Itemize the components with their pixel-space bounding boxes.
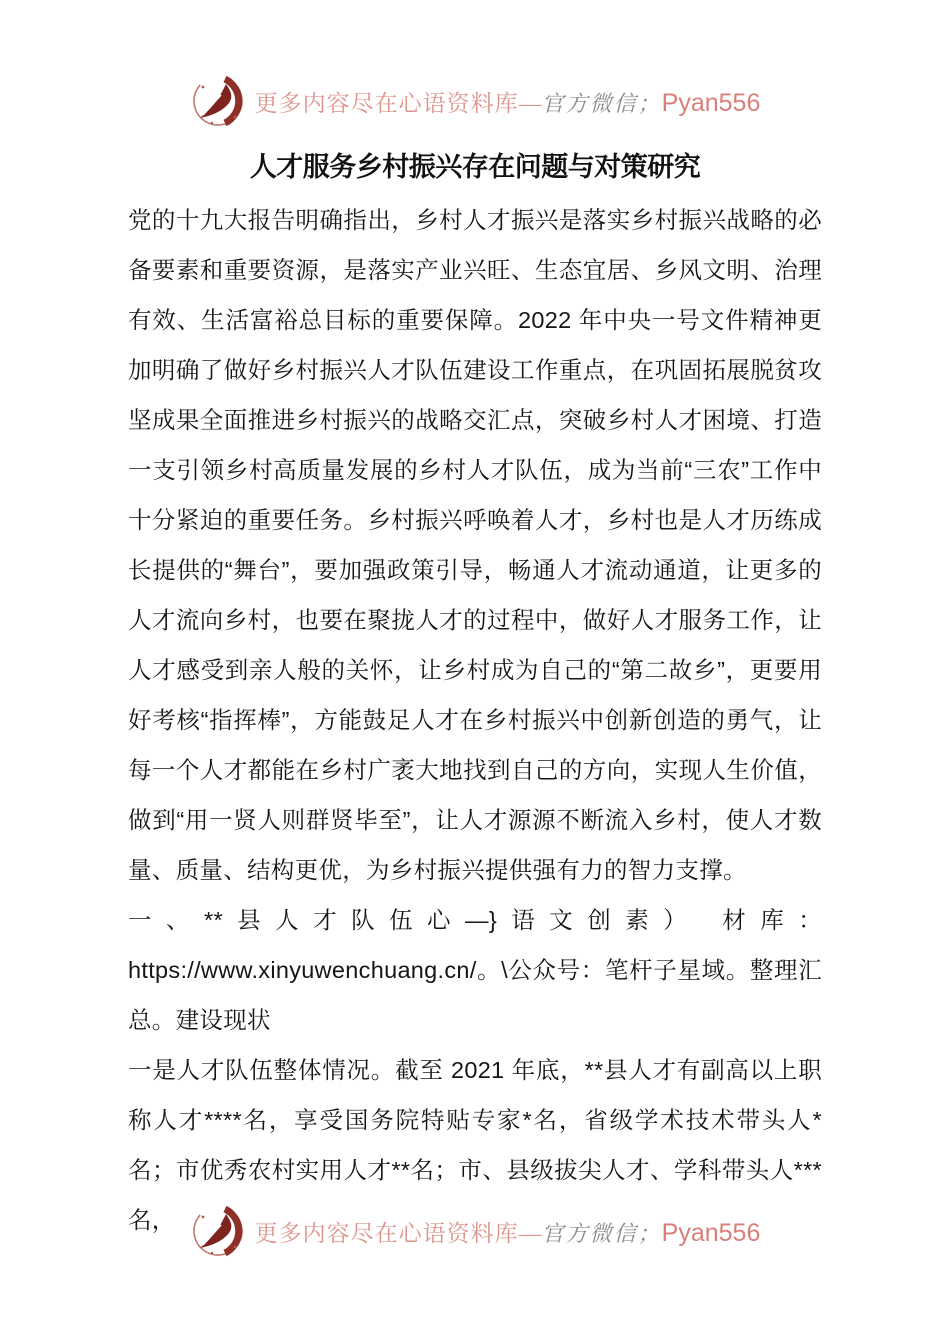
brand-text: 更多内容尽在心语资料库	[254, 90, 519, 116]
document-body	[128, 195, 822, 1245]
body-paragraph: 党的十九大报告明确指出，乡村人才振兴是落实乡村振兴战略的必备要素和重要资源，是落实产业兴旺、生态宜居、乡风文明、治理有效、生活富裕总目标的重要保障。2022 年中央一号文件精神更加明确了做好乡村振兴人才队伍建设工作重点，在巩固拓展脱贫攻坚成果全面推进乡村振兴的战略交汇点，突破乡村人才困境、打造一支引领乡村高质量发展的乡村人才队伍，成为当前“三农”工作中十分紧迫的重要任务。乡村振兴呼唤着人才，乡村也是人才历练成长提供的“舞台”，要加强政策引导，畅通人才流动通道，让更多的人才流向乡村，也要在聚拢人才的过程中，做好人才服务工作，让人才感受到亲人般的关怀，让乡村成为自己的“第二故乡”，更要用好考核“指挥棒”，方能鼓足人才在乡村振兴中创新创造的勇气，让每一个人才都能在乡村广袤大地找到自己的方向，实现人生价值，做到“用一贤人则群贤毕至”，让人才源源不断流入乡村，使人才数量、质量、结构更优，为乡村振兴提供强有力的智力支撑。	[128, 207, 822, 883]
page-title: 人才服务乡村振兴存在问题与对策研究	[249, 152, 701, 182]
wechat-id: Pyan556	[661, 88, 761, 117]
dash-divider: —	[518, 90, 542, 116]
wechat-label: 官方微信；	[541, 1220, 662, 1246]
header-banner-text	[255, 85, 761, 118]
pen-logo-icon	[190, 1203, 246, 1259]
wechat-id: Pyan556	[661, 1218, 761, 1247]
dash-divider: —	[518, 1220, 542, 1246]
footer-banner	[0, 1203, 950, 1259]
footer-banner-text	[255, 1215, 761, 1248]
header-banner	[0, 0, 950, 129]
body-paragraph: 一是人才队伍整体情况。截至 2021 年底，**县人才有副高以上职称人才****名，享受国务院特贴专家*名，省级学术技术带头人*名；市优秀农村实用人才**名；市、县级拔尖人才、学科带头人***名，	[128, 1057, 822, 1233]
pen-logo-icon	[190, 73, 246, 129]
wechat-label: 官方微信；	[541, 90, 662, 116]
brand-text: 更多内容尽在心语资料库	[254, 1220, 519, 1246]
body-paragraph: 一、**县人才队伍心—}语文创素） 材库：https://www.xinyuwenchuang.cn/。\公众号：笔杆子星域。整理汇总。建设现状	[128, 907, 822, 1033]
